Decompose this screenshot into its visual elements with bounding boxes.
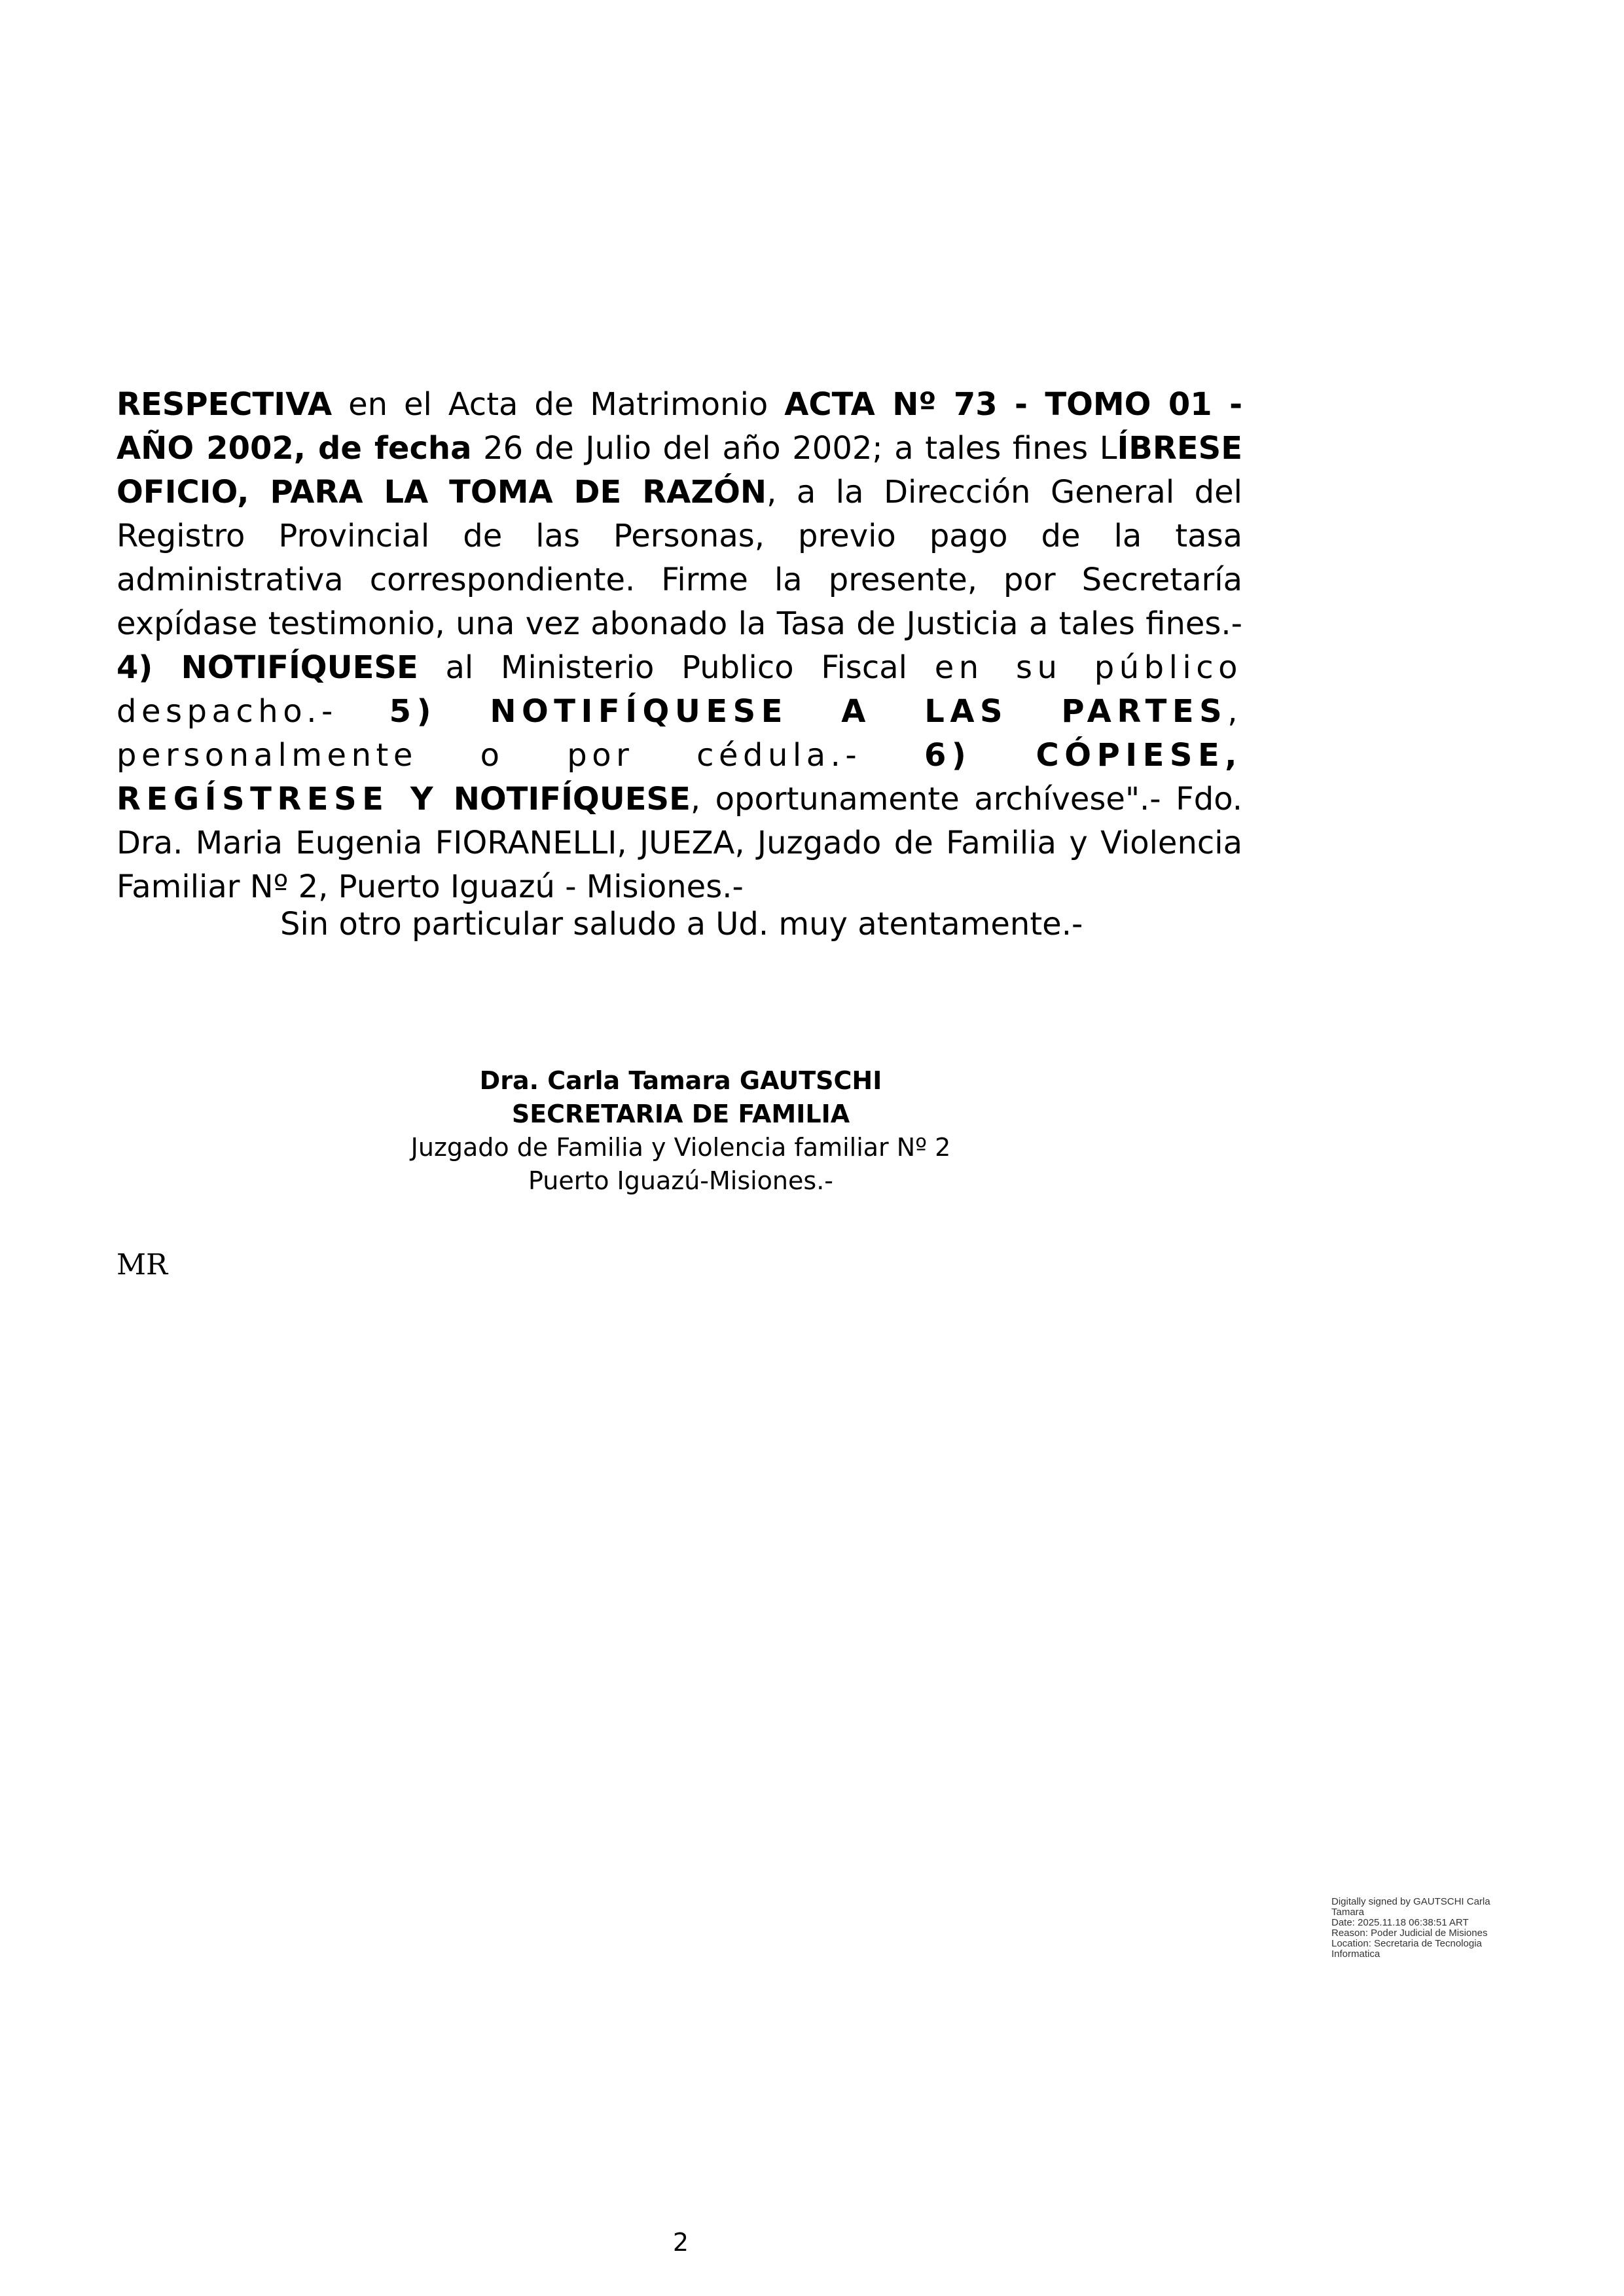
text-copiese-registrese: 6) CÓPIESE, REGÍSTRESE Y	[117, 737, 1243, 817]
resolution-text	[117, 383, 1242, 909]
text-notifiquese-partes: 5) NOTIFÍQUESE A LAS PARTES	[389, 693, 1228, 730]
signature-block	[353, 1064, 1008, 1198]
text-publico-despacho: en su público despacho.-	[117, 649, 1243, 730]
page-number: 2	[672, 2228, 689, 2257]
text-acta-date: 26 de Julio del año 2002; a tales fines L	[471, 430, 1117, 467]
text-ministerio-fiscal: al Ministerio Publico Fiscal	[418, 649, 907, 686]
typist-initials: MR	[117, 1248, 168, 1282]
text-acta-intro: en el Acta de Matrimonio	[332, 386, 785, 423]
text-acta-number: ACTA Nº 73 - TOMO 01 - AÑO 2002, de fecha	[117, 386, 1242, 467]
text-notifiquese-final: NOTIFÍQUESE	[453, 781, 691, 817]
digital-signature-stamp	[1331, 1897, 1521, 1960]
digital-signature-date: Date: 2025.11.18 06:38:51 ART	[1331, 1917, 1469, 1928]
text-personalmente: , personalmente o por cédula.-	[117, 693, 1242, 774]
signer-place: Puerto Iguazú-Misiones.-	[528, 1166, 833, 1195]
signer-court: Juzgado de Familia y Violencia familiar Nº 2	[410, 1133, 951, 1162]
closing-salutation: Sin otro particular saludo a Ud. muy atentamente.-	[280, 906, 1083, 942]
digital-signature-location: Location: Secretaria de Tecnologia Informatica	[1331, 1938, 1482, 1960]
text-notifiquese-fiscal: 4) NOTIFÍQUESE	[117, 649, 418, 686]
text-registro-provincial: , a la Dirección General del Registro Provincial de las Personas, previo pago de la tasa administrativa correspondiente. Firme la presente, por Secretaría expídase testimonio, una vez abonado la Tasa de Justicia a tales fines.-	[117, 474, 1243, 642]
text-fdo-jueza: , oportunamente archívese".- Fdo. Dra. Maria Eugenia FIORANELLI, JUEZA, Juzgado de Familia y Violencia Familiar Nº 2, Puerto Iguazú - Misiones.-	[117, 781, 1242, 905]
digital-signature-reason: Reason: Poder Judicial de Misiones	[1331, 1928, 1488, 1939]
text-respectiva: RESPECTIVA	[117, 386, 333, 423]
signer-role: SECRETARIA DE FAMILIA	[511, 1100, 850, 1128]
text-librese-oficio: ÍBRESE OFICIO, PARA LA TOMA DE RAZÓN	[117, 430, 1242, 511]
digital-signature-signer: Digitally signed by GAUTSCHI Carla Tamara	[1331, 1896, 1490, 1918]
signer-name: Dra. Carla Tamara GAUTSCHI	[479, 1066, 882, 1095]
